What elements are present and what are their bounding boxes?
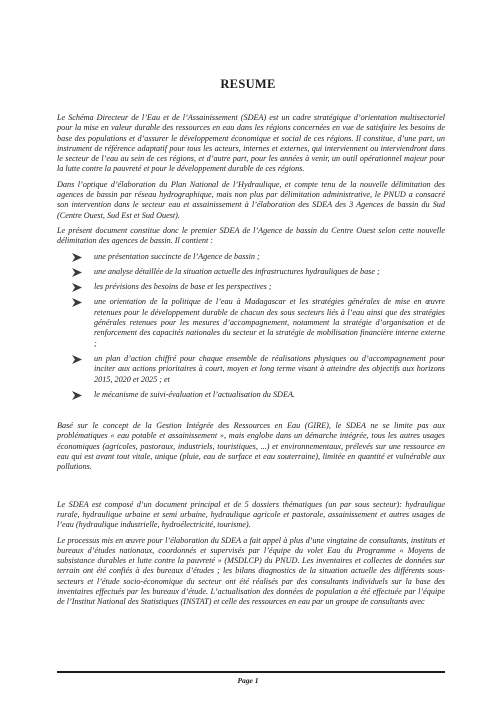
- list-item: [72, 354, 445, 385]
- page-title: RESUME: [220, 77, 276, 91]
- list-item-text: une analyse détaillée de la situation actuelle des infrastructures hydrauliques de base ;: [94, 266, 380, 276]
- arrow-bullet-icon: [72, 283, 82, 292]
- arrow-bullet-icon: [72, 391, 82, 400]
- list-item: [72, 267, 445, 277]
- list-item-text: les prévisions des besoins de base et les perspectives ;: [94, 282, 272, 292]
- spacer: [57, 478, 445, 500]
- list-item-text: un plan d’action chiffré pour chaque ensemble de réalisations physiques ou d’accompagnement pour inciter aux actions prioritaires à court, moyen et long terme visant à atteindre des objectifs aux horizons 2015, 2020 et 2025 ; et: [94, 353, 445, 384]
- list-item-text: le mécanisme de suivi-évaluation et l’actualisation du SDEA.: [94, 389, 296, 399]
- list-item-text: une présentation succincte de l’Agence de bassin ;: [94, 251, 260, 261]
- spacer: [57, 405, 445, 421]
- paragraph: Le Schéma Directeur de l’Eau et de l’Assainissement (SDEA) est un cadre stratégique d’orientation multisectoriel pour la mise en valeur durable des ressources en eau dans les régions concernées en vue de satisfaire les besoins de base des populations et d’assurer le développement économique et social de ces régions. Il constitue, d’une part, un instrument de référence adaptatif pour tous les acteurs, internes et externes, qui interviennent ou interviendront dans le secteur de l’eau au sein de ces régions, et d’autre part, pour les années à venir, un outil opérationnel majeur pour la lutte contre la pauvreté et pour le développement durable de ces régions.: [57, 113, 445, 174]
- contents-list: [72, 252, 445, 401]
- paragraph: Basé sur le concept de la Gestion Intégrée des Ressources en Eau (GIRE), le SDEA ne se limite pas aux problématiques « eau potable et assainissement », mais englobe dans un démarche intégrée, tous les autres usages économiques (agricoles, pastoraux, industriels, touristiques, ...) et environnementaux, prélevés sur une ressource en eau qui est avant tout vitale, unique (pluie, eau de surface et eau souterraine), limitée en quantité et vulnérable aux pollutions.: [57, 421, 445, 472]
- list-item-text: une orientation de la politique de l’eau à Madagascar et les stratégies générales de mise en œuvre retenues pour le développement durable de chacun des sous secteurs liés à l’eau ainsi que des stratégies générales retenues pour les mesures d’accompagnement, notamment la stratégie d’organisation et de renforcement des capacités nationales du secteur et la stratégie de mobilisation financière interne externe ;: [94, 297, 445, 348]
- list-item: [72, 282, 445, 292]
- page-number: Page 1: [237, 676, 259, 685]
- arrow-bullet-icon: [72, 253, 82, 262]
- arrow-bullet-icon: [72, 268, 82, 277]
- document-body: [57, 113, 445, 613]
- list-item: [72, 390, 445, 400]
- list-item: [72, 252, 445, 262]
- paragraph: Dans l’optique d’élaboration du Plan National de l’Hydraulique, et compte tenu de la nouvelle délimitation des agences de bassin par réseau hydrographique, mais non plus par délimitation administrative, le PNUD a consacré son intervention dans le secteur eau et assainissement à l’élaboration des SDEA des 3 Agences de bassin du Sud (Centre Ouest, Sud Est et Sud Ouest).: [57, 179, 445, 220]
- paragraph: Le processus mis en œuvre pour l’élaboration du SDEA a fait appel à plus d’une vingtaine de consultants, instituts et bureaux d’études nationaux, coordonnés et supervisés par l’équipe du volet Eau du Programme « Moyens de subsistance durables et lutte contre la pauvreté » (MSDLCP) du PNUD. Les inventaires et collectes de données sur terrain ont été confiés à des bureaux d’études ; les bilans diagnostics de la situation actuelle des différents sous-secteurs et l’étude socio-économique du secteur ont été réalisés par des consultants individuels sur la base des inventaires effectués par les bureaux d’étude. L’actualisation des données de population a été effectuée par l’équipe de l’Institut National des Statistiques (INSTAT) et celle des ressources en eau par un groupe de consultants avec: [57, 535, 445, 607]
- paragraph: Le présent document constitue donc le premier SDEA de l’Agence de bassin du Centre Ouest selon cette nouvelle délimitation des agences de bassin. Il contient :: [57, 225, 445, 246]
- paragraph: Le SDEA est composé d’un document principal et de 5 dossiers thématiques (un par sous secteur): hydraulique rurale, hydraulique urbaine et semi urbaine, hydraulique agricole et pastorale, assainissement et autres usages de l’eau (hydraulique industrielle, hydroélectricité, tourisme).: [57, 499, 445, 530]
- arrow-bullet-icon: [72, 298, 82, 307]
- footer-divider: [57, 671, 445, 673]
- list-item: [72, 297, 445, 348]
- arrow-bullet-icon: [72, 355, 82, 364]
